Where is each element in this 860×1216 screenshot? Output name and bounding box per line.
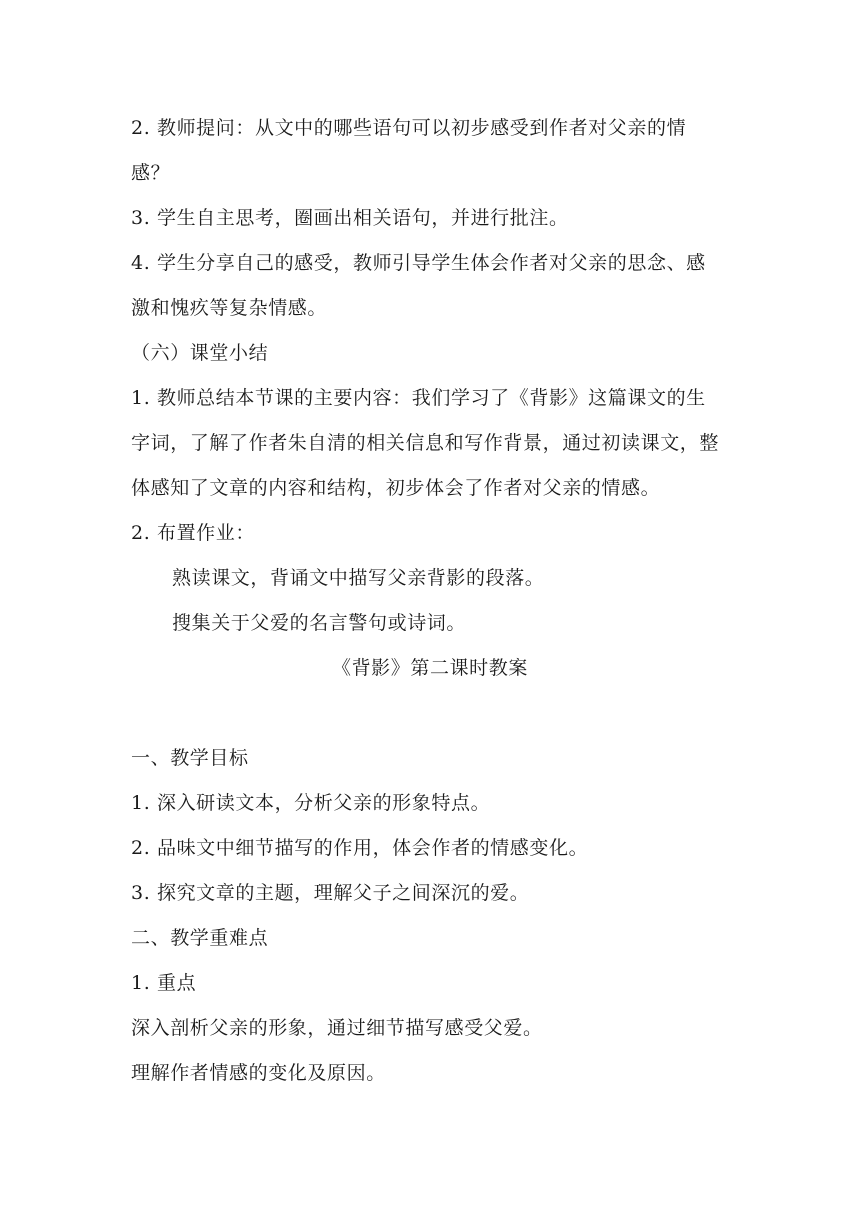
subheading: 1. 重点 bbox=[131, 972, 197, 994]
paragraph-line: 4. 学生分享自己的感受，教师引导学生体会作者对父亲的思念、感 bbox=[131, 252, 706, 274]
section-heading: 二、教学重难点 bbox=[131, 927, 269, 949]
list-item: 1. 深入研读文本，分析父亲的形象特点。 bbox=[131, 792, 491, 814]
section-heading: （六）课堂小结 bbox=[131, 342, 269, 364]
paragraph-line: 感？ bbox=[131, 162, 171, 184]
paragraph-line: 体感知了文章的内容和结构，初步体会了作者对父亲的情感。 bbox=[131, 477, 661, 499]
paragraph-line: 3. 学生自主思考，圈画出相关语句，并进行批注。 bbox=[131, 207, 569, 229]
homework-item: 熟读课文，背诵文中描写父亲背影的段落。 bbox=[172, 567, 545, 589]
list-item: 3. 探究文章的主题，理解父子之间深沉的爱。 bbox=[131, 882, 530, 904]
paragraph-line: 2. 教师提问：从文中的哪些语句可以初步感受到作者对父亲的情 bbox=[131, 117, 687, 139]
paragraph-line: 激和愧疚等复杂情感。 bbox=[131, 297, 328, 319]
section-heading: 一、教学目标 bbox=[131, 747, 249, 769]
paragraph-line: 2. 布置作业： bbox=[131, 522, 255, 544]
homework-item: 搜集关于父爱的名言警句或诗词。 bbox=[172, 612, 467, 634]
paragraph-line: 理解作者情感的变化及原因。 bbox=[131, 1062, 386, 1084]
paragraph-line: 1. 教师总结本节课的主要内容：我们学习了《背影》这篇课文的生 bbox=[131, 387, 706, 409]
paragraph-line: 字词，了解了作者朱自清的相关信息和写作背景，通过初读课文，整 bbox=[131, 432, 720, 454]
paragraph-line: 深入剖析父亲的形象，通过细节描写感受父爱。 bbox=[131, 1017, 543, 1039]
document-title: 《背影》第二课时教案 bbox=[331, 657, 528, 679]
list-item: 2. 品味文中细节描写的作用，体会作者的情感变化。 bbox=[131, 837, 589, 859]
